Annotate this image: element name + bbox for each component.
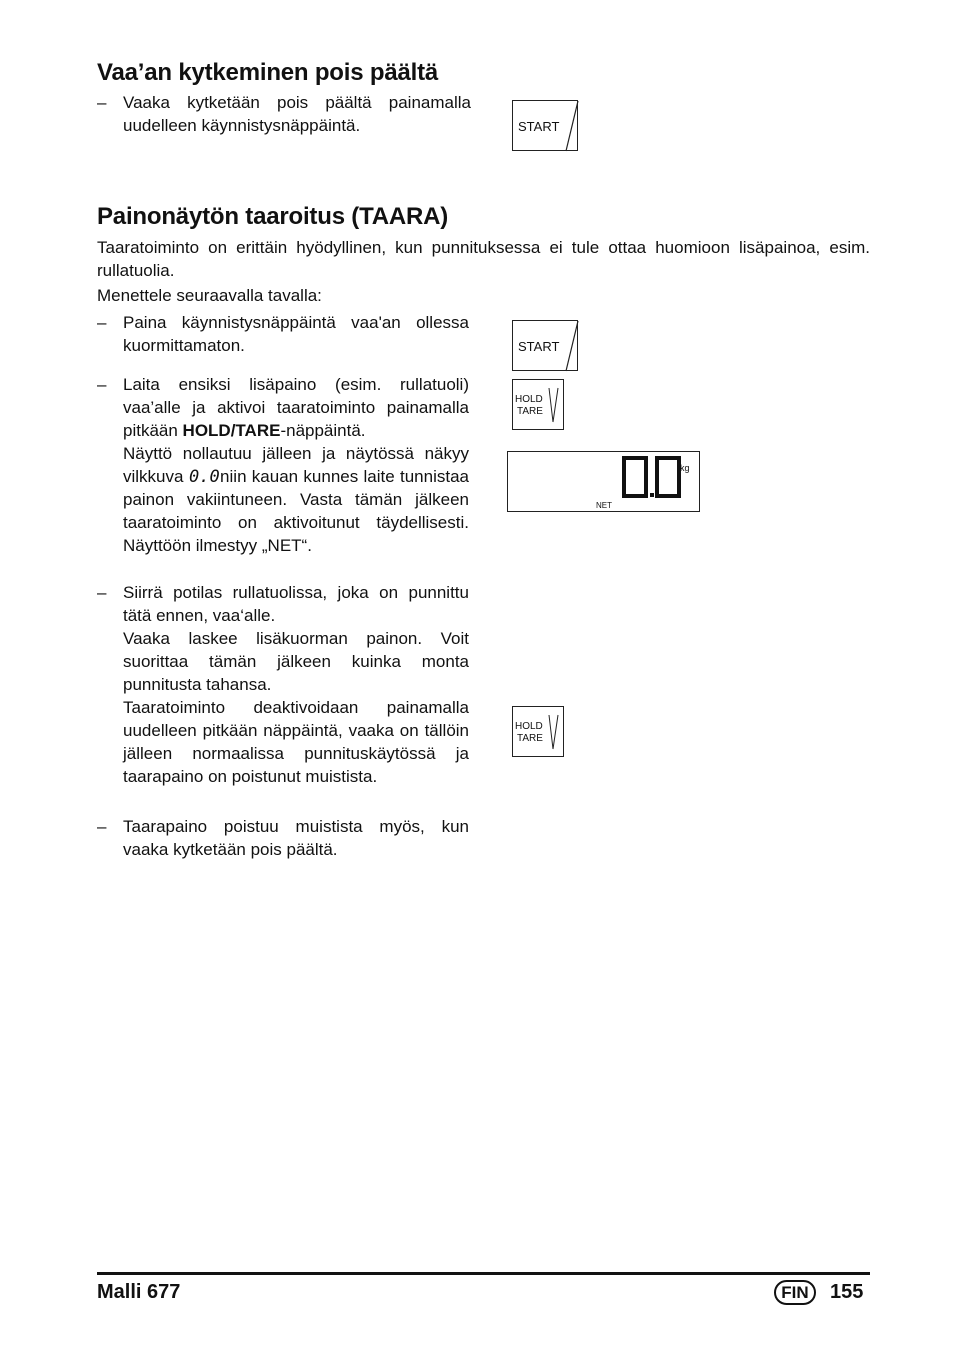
list-item — [97, 373, 469, 557]
display-reading-graphic — [508, 452, 701, 513]
start-key-label: START — [518, 339, 560, 354]
display-status: NET — [596, 501, 612, 510]
hold-key-label: HOLD — [515, 721, 543, 732]
section-heading-tare: Painonäytön taaroitus (TAARA) — [97, 203, 449, 230]
list-item — [97, 815, 469, 861]
language-badge: FIN — [774, 1280, 816, 1305]
list-item — [97, 311, 469, 357]
step-text: Näyttö nollautuu jälleen ja näytössä näkyy vilkkuva 0.0 niin kauan kunnes laite tunnistaa painon vakiintuneen. Vasta tämän jälkeen taaratoiminto on aktivoitunut täydellisesti. Näyttöön ilmestyy „NET“. — [123, 444, 470, 555]
step-text: Vaaka laskee lisäkuorman painon. Voit suorittaa tämän jälkeen kuinka monta punnitusta tahansa. — [123, 629, 469, 694]
list-dash: – — [97, 313, 107, 332]
hold-key-label: HOLD — [515, 394, 543, 405]
display-unit: kg — [680, 463, 690, 473]
list-dash: – — [97, 817, 107, 836]
hold-tare-key-icon — [512, 706, 564, 757]
section-heading-off: Vaa’an kytkeminen pois päältä — [97, 59, 439, 86]
step-text: Laita ensiksi lisäpaino (esim. rullatuoli) vaa’alle ja aktivoi taaratoiminto painamalla pitkään HOLD/TARE-näppäintä. — [123, 375, 469, 440]
svg-text:0.0: 0.0 — [188, 467, 220, 487]
list-dash: – — [97, 583, 107, 602]
step-text: Taarapaino poistuu muistista myös, kun vaaka kytketään pois päältä. — [123, 817, 469, 859]
hold-tare-key-name: HOLD/TARE — [182, 421, 281, 440]
list-item — [97, 91, 469, 137]
list-dash: – — [97, 93, 107, 112]
tare-key-label: TARE — [517, 733, 543, 744]
footer-rule — [97, 1272, 870, 1275]
step-text: Paina käynnistysnäppäintä vaa'an ollessa kuormittamaton. — [123, 313, 469, 355]
step-text: Siirrä potilas rullatuolissa, joka on punnittu tätä ennen, vaa‘alle. — [123, 583, 469, 625]
step-text: Taaratoiminto deaktivoidaan painamalla uudelleen pitkään näppäintä, vaaka on tällöin jälleen normaalissa punnituskäytössä ja taarapaino on poistunut muistista. — [123, 698, 469, 786]
scale-display — [507, 451, 700, 512]
page-number: 155 — [830, 1281, 864, 1303]
list-item — [97, 581, 469, 788]
start-key-icon — [512, 320, 578, 371]
intro-paragraph-2: Menettele seuraavalla tavalla: — [97, 286, 322, 305]
start-key-icon — [512, 100, 578, 151]
intro-paragraph: Taaratoiminto on erittäin hyödyllinen, kun punnituksessa ei tule ottaa huomioon lisäpainoa, esim. rullatuolia. — [97, 238, 870, 280]
tare-key-label: TARE — [517, 406, 543, 417]
hold-tare-key-icon — [512, 379, 564, 430]
start-key-label: START — [518, 119, 560, 134]
list-dash: – — [97, 375, 107, 394]
blinking-zero-icon — [188, 467, 220, 487]
footer-model: Malli 677 — [97, 1281, 181, 1303]
item-text: Vaaka kytketään pois päältä painamalla uudelleen käynnistysnäppäintä. — [123, 93, 471, 135]
